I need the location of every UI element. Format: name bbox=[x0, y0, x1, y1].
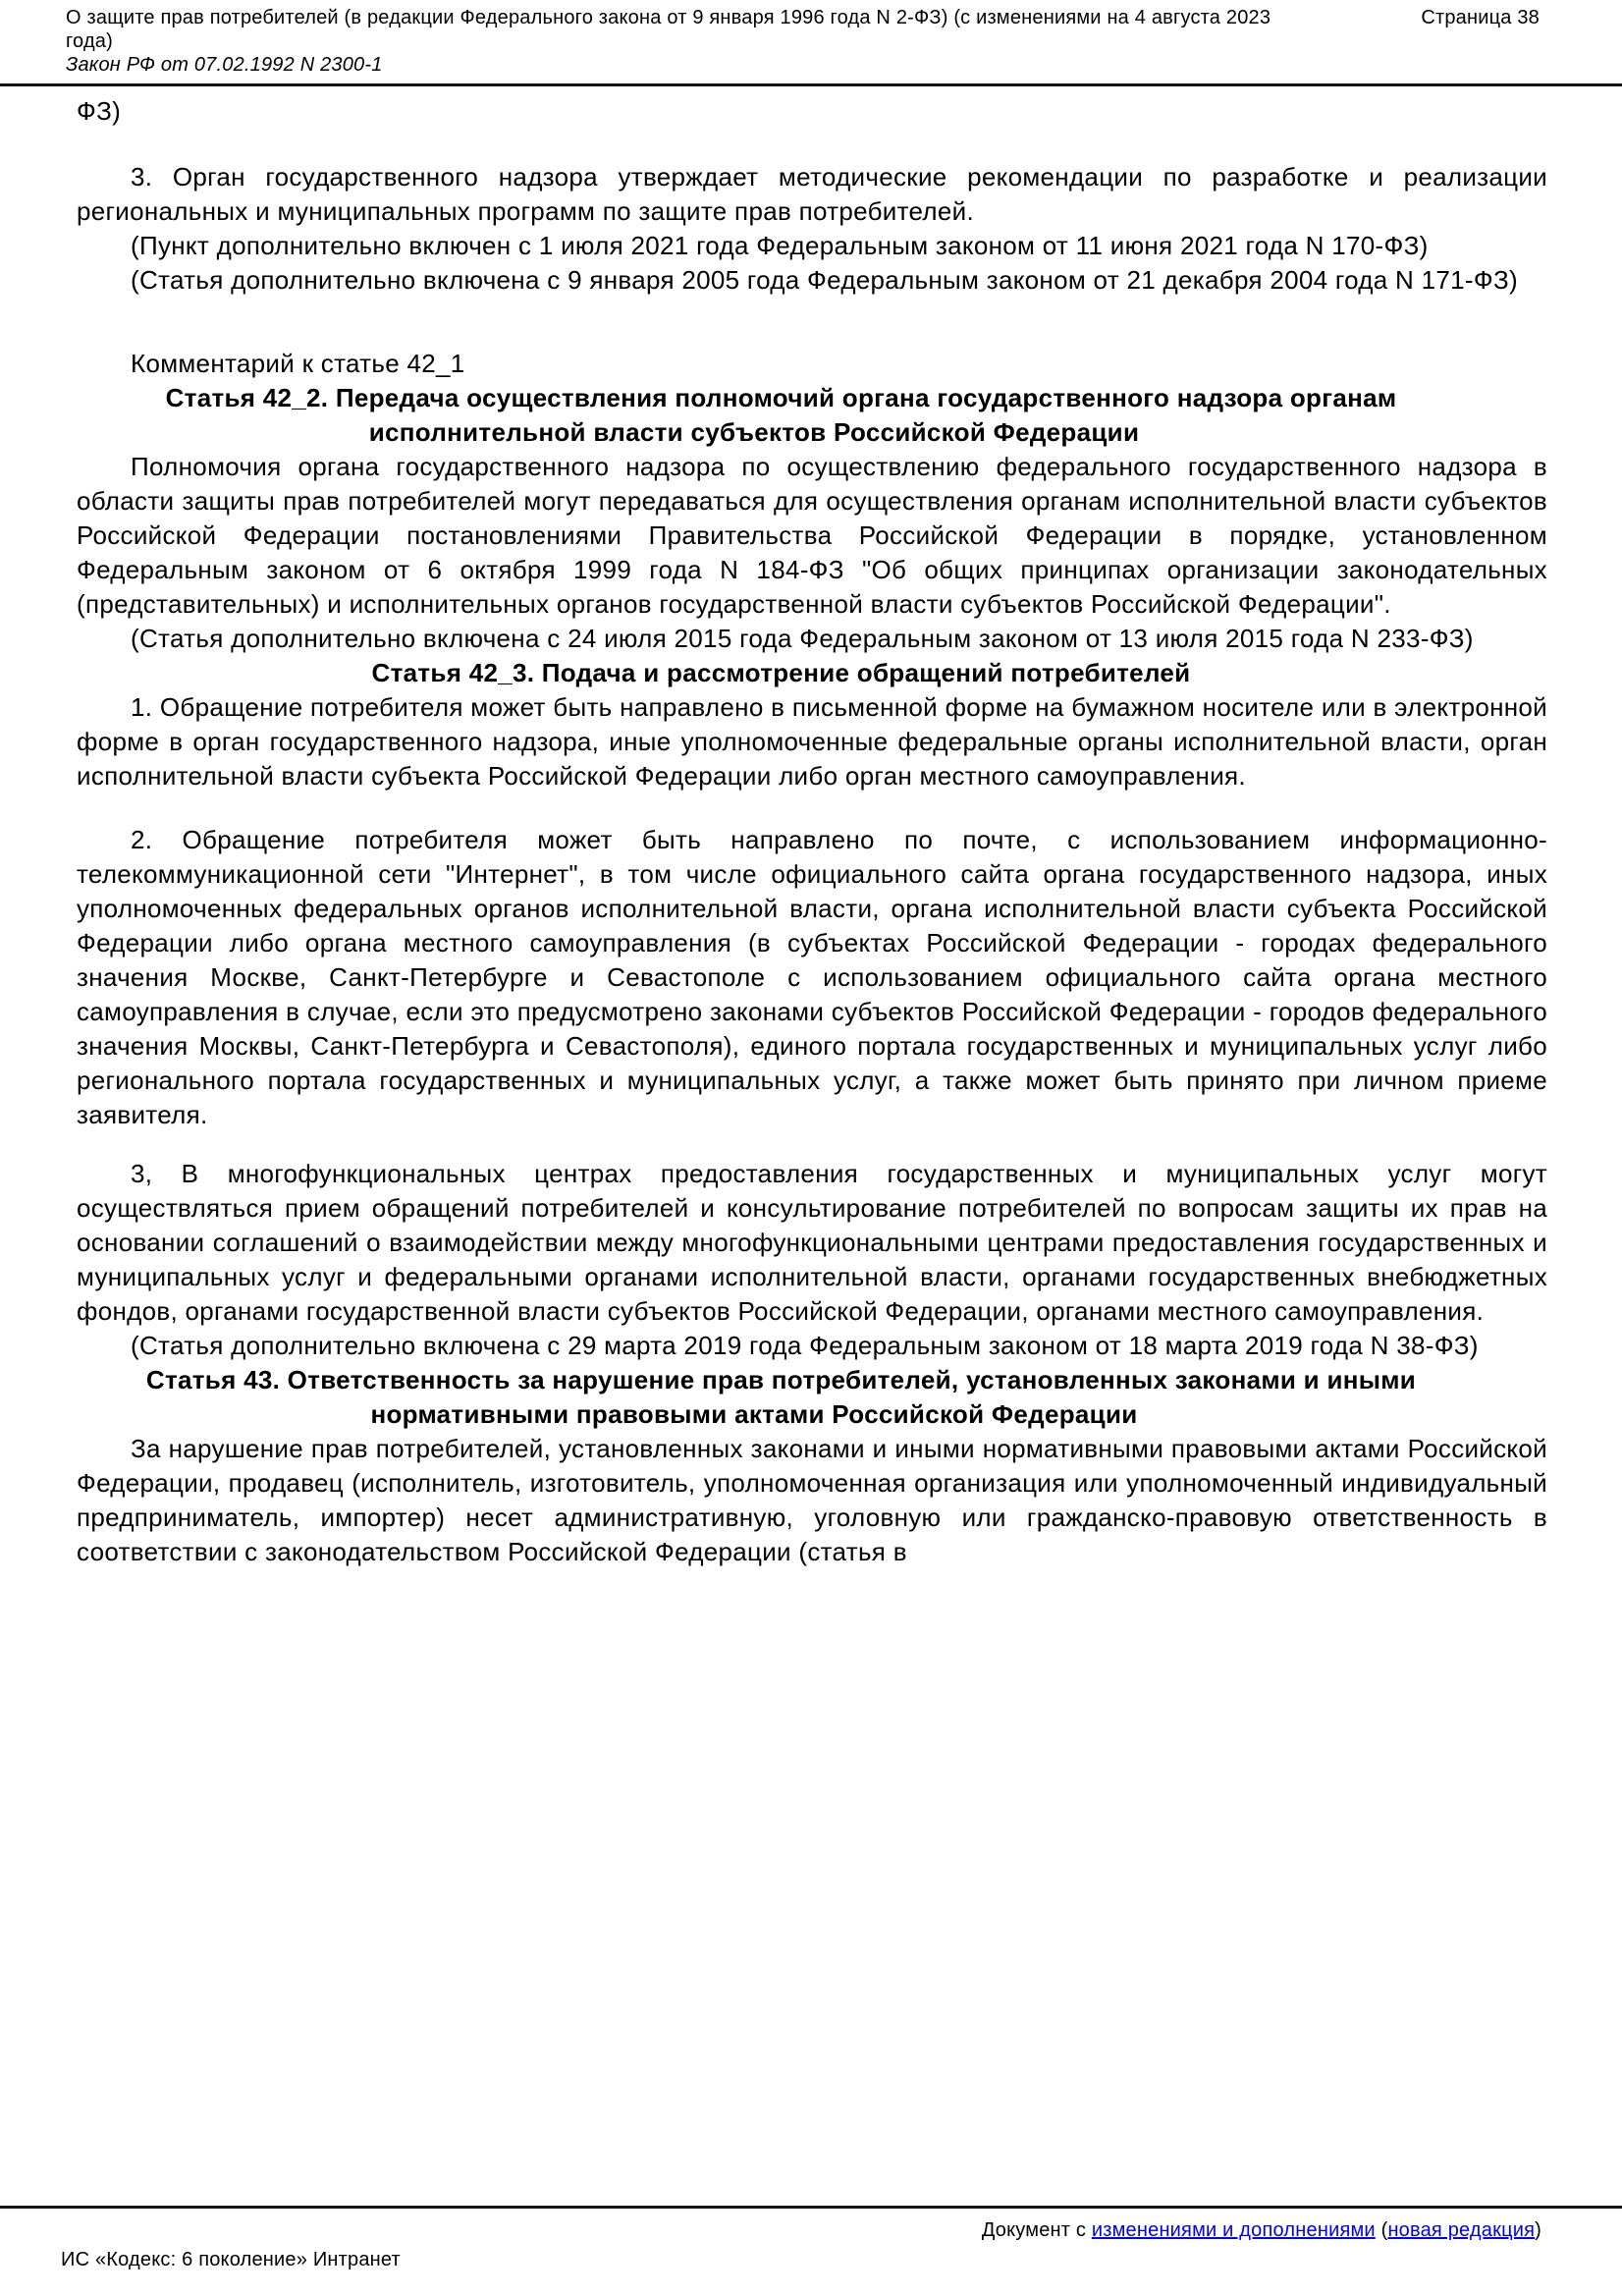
article-42-2-note-article: (Статья дополнительно включена с 24 июля 2015 года Федеральным законом от 13 июля 2015 года N 233-ФЗ) bbox=[131, 624, 1474, 653]
new-edition-link[interactable]: новая редакция bbox=[1387, 2219, 1536, 2241]
amendments-link[interactable]: изменениями и дополнениями bbox=[1091, 2219, 1376, 2241]
article-42-3-note-article: (Статья дополнительно включена с 29 марта 2019 года Федеральным законом от 18 марта 2019 года N 38-ФЗ) bbox=[131, 1331, 1479, 1360]
article-42-1-note-article: (Статья дополнительно включена с 9 января 2005 года Федеральным законом от 21 декабря 2004 года N 171-ФЗ) bbox=[131, 265, 1518, 295]
doc-status-prefix: Документ с bbox=[981, 2219, 1092, 2241]
article-42-3-clause-3: 3, В многофункциональных центрах предоставления государственных и муниципальных услуг могут осуществляться прием обращений потребителей и консультирование потребителей по вопросам защиты их прав на основании соглашений о взаимодействии между многофункциональными центрами предоставления государственных и муниципальных услуг и федеральными органами исполнительной власти, органами государственных внебюджетных фондов, органами государственной власти субъектов Российской Федерации, органами местного самоуправления. bbox=[77, 1159, 1547, 1326]
system-name: ИС «Кодекс: 6 поколение» Интранет bbox=[61, 2249, 401, 2270]
doc-title-line-2: года) bbox=[66, 30, 113, 52]
document-body bbox=[0, 86, 1622, 1569]
article-42-1-comment: Комментарий к статье 42_1 bbox=[131, 349, 465, 378]
article-42-3-clause-2: 2. Обращение потребителя может быть направлено по почте, с использованием информационно-телекоммуникационной сети "Интернет", в том числе официального сайта органа государственного надзора, иных уполномоченных федеральных органов исполнительной власти, органа исполнительной власти субъекта Российской Федерации либо органа местного самоуправления (в субъектах Российской Федерации - городах федерального значения Москве, Санкт-Петербурге и Севастополе с использованием официального сайта органа местного самоуправления в случае, если это предусмотрено законами субъектов Российской Федерации - городов федерального значения Москвы, Санкт-Петербурга и Севастополя), единого портала государственных и муниципальных услуг либо регионального портала государственных и муниципальных услуг, а также может быть принято при личном приеме заявителя. bbox=[77, 825, 1547, 1129]
page-footer bbox=[0, 2206, 1622, 2296]
doc-subtitle: Закон РФ от 07.02.1992 N 2300-1 bbox=[66, 54, 383, 76]
page-number: Страница 38 bbox=[1421, 7, 1540, 28]
article-42-2-body: Полномочия органа государственного надзора по осуществлению федерального государственного надзора в области защиты прав потребителей могут передаваться для осуществления органам исполнительной власти субъектов Российской Федерации постановлениями Правительства Российской Федерации в порядке, установленном Федеральным законом от 6 октября 1999 года N 184-ФЗ "Об общих принципах организации законодательных (представительных) и исполнительных органов государственной власти субъектов Российской Федерации". bbox=[77, 452, 1547, 619]
doc-title-block bbox=[66, 6, 1271, 77]
page-header bbox=[0, 0, 1622, 83]
article-42-2-heading: Статья 42_2. Передача осуществления полномочий органа государственного надзора органам исполнительной власти субъектов Российской Федерации bbox=[165, 383, 1397, 447]
doc-status-suffix: ) bbox=[1535, 2219, 1541, 2241]
article-43-body-fragment: За нарушение прав потребителей, установленных законами и иными нормативными правовыми актами Российской Федерации, продавец (исполнитель, изготовитель, уполномоченная организация или уполномоченный индивидуальный предприниматель, импортер) несет административную, уголовную или гражданско-правовую ответственность в соответствии с законодательством Российской Федерации (статья в bbox=[77, 1434, 1547, 1566]
article-43-heading: Статья 43. Ответственность за нарушение прав потребителей, установленных законами и иными нормативными правовыми актами Российской Федерации bbox=[145, 1365, 1417, 1429]
article-42-1-note-clause: (Пункт дополнительно включен с 1 июля 2021 года Федеральным законом от 11 июня 2021 года N 170-ФЗ) bbox=[131, 231, 1429, 260]
article-42-1-clause-3: 3. Орган государственного надзора утверждает методические рекомендации по разработке и реализации региональных и муниципальных программ по защите прав потребителей. bbox=[77, 162, 1547, 226]
article-42-3-clause-1: 1. Обращение потребителя может быть направлено в письменной форме на бумажном носителе или в электронной форме в орган государственного надзора, иные уполномоченные федеральные органы исполнительной власти, орган исполнительной власти субъекта Российской Федерации либо орган местного самоуправления. bbox=[77, 692, 1547, 791]
article-42-3-heading: Статья 42_3. Подача и рассмотрение обращений потребителей bbox=[371, 658, 1191, 687]
doc-status-mid: ( bbox=[1375, 2219, 1388, 2241]
doc-status-line bbox=[0, 2209, 1622, 2242]
doc-title-line-1: О защите прав потребителей (в редакции Федерального закона от 9 января 1996 года N 2-ФЗ) (с изменениями на 4 августа 2023 bbox=[66, 7, 1271, 28]
carryover-fragment: ФЗ) bbox=[77, 96, 122, 126]
